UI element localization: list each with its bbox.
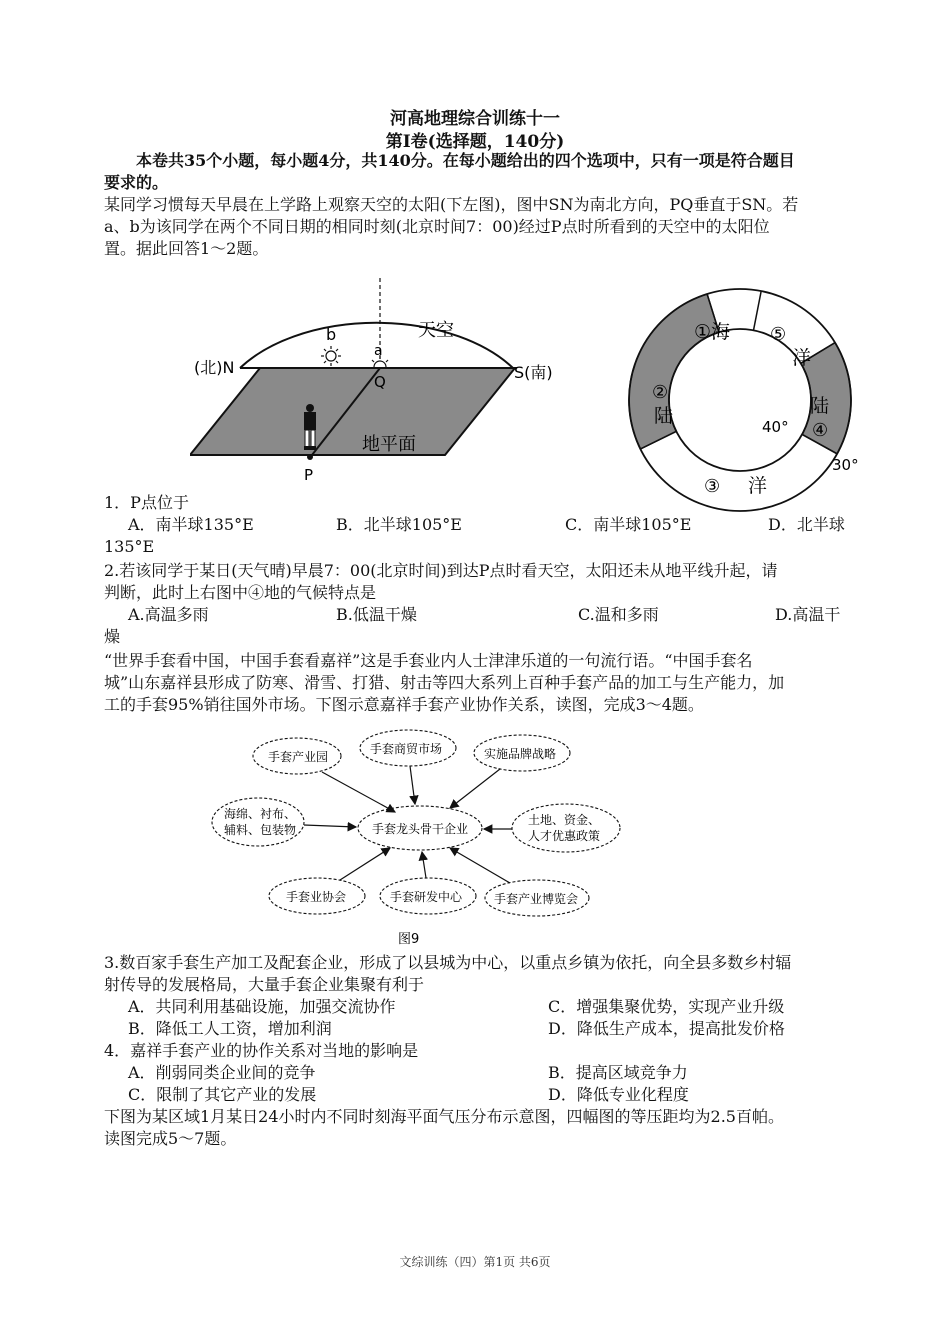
ring-label-5a: ⑤	[770, 324, 787, 345]
sky-dome-figure	[190, 270, 590, 490]
label-a: a	[374, 343, 383, 359]
node-policies	[512, 804, 620, 852]
passage1-line-1: 某同学习惯每天早晨在上学路上观察天空的太阳(下左图)，图中SN为南北方向，PQ垂直于SN。若	[104, 195, 799, 214]
passage2-line-1: “世界手套看中国，中国手套看嘉祥”这是手套业内人士津津乐道的一句流行语。“中国手套名	[104, 651, 753, 670]
q3-stem-2: 射传导的发展格局，大量手套企业集聚有利于	[104, 975, 425, 994]
figure-9-caption: 图9	[398, 932, 420, 947]
ring-label-4b: ④	[812, 420, 829, 441]
q2-stem-2: 判断，此时上右图中④地的气候特点是	[104, 583, 377, 602]
q4-option-b: B．提高区域竞争力	[548, 1063, 688, 1082]
label-ground: 地平面	[362, 434, 416, 455]
node-label-brand-strategy: 实施品牌战略	[484, 747, 557, 761]
node-label-materials-2: 辅料、包装物	[224, 823, 297, 837]
node-label-rd-center: 手套研发中心	[390, 890, 463, 904]
node-label-glove-market: 手套商贸市场	[370, 742, 443, 756]
node-label-policies-1: 土地、资金、	[528, 813, 601, 827]
section-title: 第Ⅰ卷(选择题，140分)	[385, 132, 565, 152]
ring-label-2a: ②	[652, 382, 669, 403]
q3-option-b: B．降低工人工资，增加利润	[128, 1019, 332, 1038]
q2-option-d-cont: 燥	[104, 627, 121, 646]
q3-option-c: C．增强集聚优势，实现产业升级	[548, 997, 785, 1016]
passage1-line-2: a、b为该同学在两个不同日期的相同时刻(北京时间7：00)经过P点时所看到的天空中的太阳位	[104, 217, 770, 236]
instructions-line-1: 本卷共35个小题，每小题4分，共140分。在每小题给出的四个选项中，只有一项是符合题目	[136, 151, 795, 170]
ring-label-2b: 陆	[654, 405, 674, 427]
q4-option-d: D．降低专业化程度	[548, 1085, 689, 1104]
q1-option-c: C．南半球105°E	[565, 515, 692, 534]
passage1-line-3: 置。据此回答1～2题。	[104, 239, 269, 258]
land-sea-ring-figure	[622, 282, 902, 512]
instructions-line-2: 要求的。	[104, 173, 169, 192]
label-q: Q	[374, 373, 386, 391]
ring-label-4a: 陆	[810, 395, 830, 417]
passage3-line-1: 下图为某区域1月某日24小时内不同时刻海平面气压分布示意图，四幅图的等压距均为2.5百帕。	[104, 1107, 784, 1126]
passage3-line-2: 读图完成5～7题。	[104, 1129, 237, 1148]
label-p: P	[304, 466, 314, 484]
q2-option-a: A.高温多雨	[128, 605, 209, 624]
ring-label-5b: 洋	[792, 347, 812, 369]
ring-lat-30: 30°	[832, 456, 859, 474]
q1-option-a: A．南半球135°E	[128, 515, 254, 534]
ring-lat-40: 40°	[762, 418, 789, 436]
node-label-expo: 手套产业博览会	[494, 892, 579, 906]
q2-stem-1: 2.若该同学于某日(天气晴)早晨7：00(北京时间)到达P点时看天空，太阳还未从地平线升起，请	[104, 561, 778, 580]
q1-option-d-cont: 135°E	[104, 537, 155, 556]
q1-option-d: D．北半球	[768, 515, 845, 534]
passage2-line-2: 城”山东嘉祥县形成了防寒、滑雪、打猎、射击等四大系列上百种手套产品的加工与生产能力，加	[104, 673, 785, 692]
q3-option-d: D．降低生产成本，提高批发价格	[548, 1019, 785, 1038]
sun-b-icon	[321, 346, 341, 366]
label-south: S(南)	[514, 363, 553, 382]
node-label-core-enterprise: 手套龙头骨干企业	[372, 822, 469, 836]
glove-industry-diagram	[210, 728, 630, 953]
q4-option-a: A．削弱同类企业间的竞争	[128, 1063, 316, 1082]
page-title: 河高地理综合训练十一	[390, 109, 560, 129]
passage2-line-3: 工的手套95%销往国外市场。下图示意嘉祥手套产业协作关系，读图，完成3～4题。	[104, 695, 704, 714]
node-label-policies-2: 人才优惠政策	[528, 829, 601, 843]
node-materials	[212, 798, 304, 846]
ring-label-3b: 洋	[748, 475, 768, 497]
ground-plane	[190, 368, 515, 455]
q2-option-c: C.温和多雨	[578, 605, 659, 624]
page-footer: 文综训练（四）第1页 共6页	[399, 1255, 551, 1269]
q3-stem-1: 3.数百家手套生产加工及配套企业，形成了以县城为中心，以重点乡镇为依托，向全县多数乡村辐	[104, 953, 792, 972]
label-north: (北)N	[194, 358, 235, 377]
point-p	[307, 454, 313, 460]
q1-option-b: B．北半球105°E	[336, 515, 462, 534]
q1-stem: 1．P点位于	[104, 493, 189, 512]
ring-inner	[669, 329, 811, 471]
q4-option-c: C．限制了其它产业的发展	[128, 1085, 317, 1104]
label-sky: 天空	[418, 320, 454, 341]
ring-label-1: ①海	[694, 321, 731, 343]
node-label-materials-1: 海绵、衬布、	[224, 807, 297, 821]
node-label-glove-park: 手套产业园	[268, 750, 329, 764]
ring-label-3a: ③	[704, 476, 721, 497]
node-label-association: 手套业协会	[286, 890, 347, 904]
q2-option-d: D.高温干	[775, 605, 841, 624]
q3-option-a: A．共同利用基础设施，加强交流协作	[128, 997, 396, 1016]
q2-option-b: B.低温干燥	[336, 605, 417, 624]
q4-stem: 4．嘉祥手套产业的协作关系对当地的影响是	[104, 1041, 419, 1060]
label-b: b	[326, 325, 337, 344]
